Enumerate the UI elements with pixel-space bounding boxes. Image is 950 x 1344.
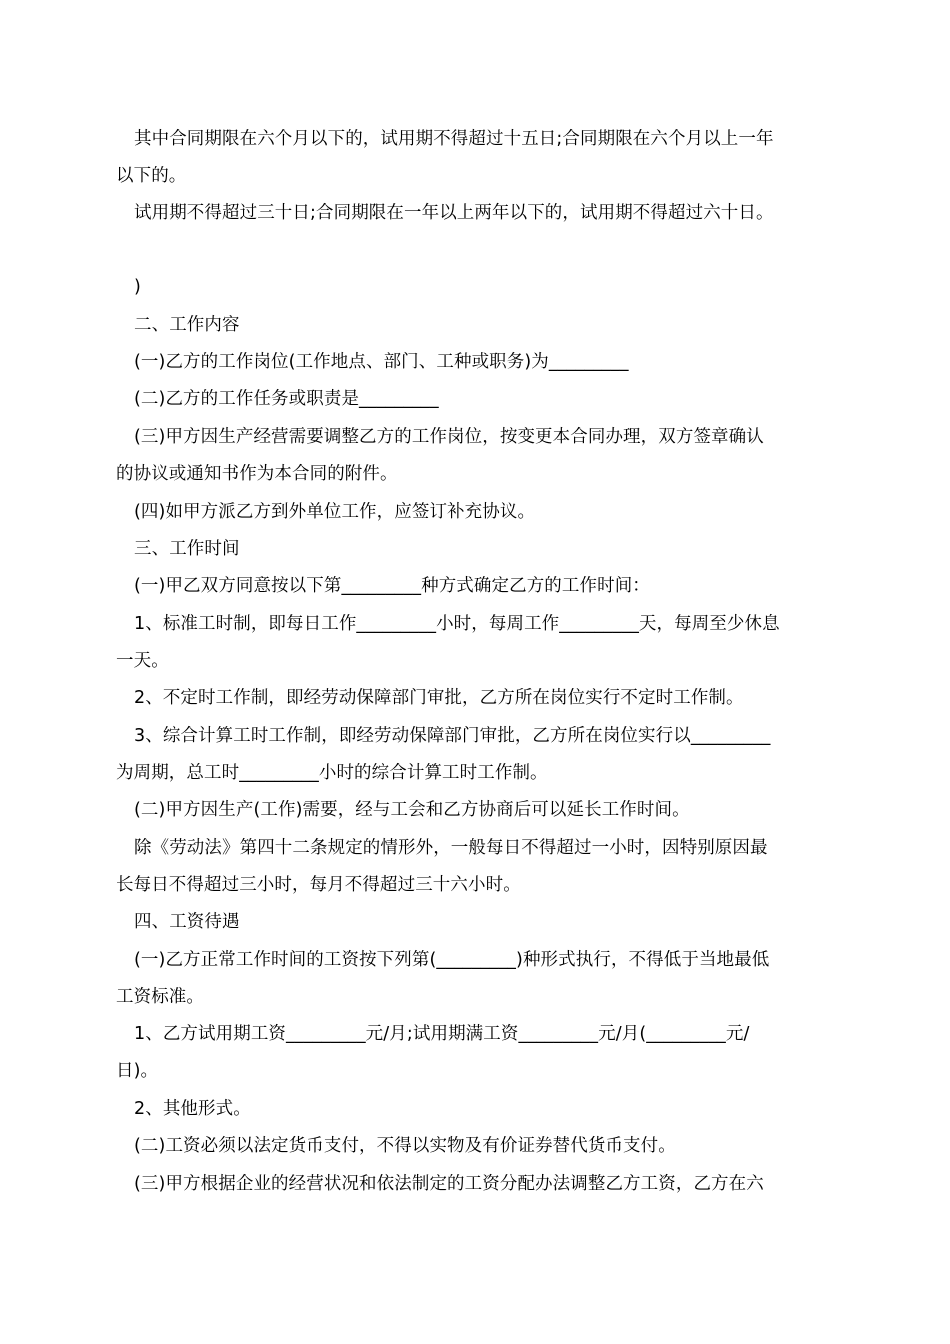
section-heading: 四、工资待遇 (134, 912, 240, 932)
paragraph-line: 日)。 (116, 1061, 159, 1081)
paragraph-line: 2、其他形式。 (134, 1099, 251, 1119)
paragraph-line: (二)乙方的工作任务或职责是_________ (134, 389, 439, 409)
paragraph-line: 其中合同期限在六个月以下的，试用期不得超过十五日;合同期限在六个月以上一年 (134, 129, 774, 149)
paragraph-line: ) (134, 277, 141, 297)
paragraph-line: 工资标准。 (116, 987, 204, 1007)
paragraph-line: 为周期，总工时_________小时的综合计算工时工作制。 (116, 763, 548, 783)
paragraph-line: 3、综合计算工时工作制，即经劳动保障部门审批，乙方所在岗位实行以_________ (134, 726, 771, 746)
paragraph-line: 1、标准工时制，即每日工作_________小时，每周工作_________天，每周至少休息 (134, 614, 780, 634)
paragraph-line: (一)乙方正常工作时间的工资按下列第(_________)种形式执行，不得低于当地最低 (134, 950, 770, 970)
section-heading: 三、工作时间 (134, 539, 240, 559)
paragraph-line: 除《劳动法》第四十二条规定的情形外，一般每日不得超过一小时，因特别原因最 (134, 838, 768, 858)
paragraph-line: (二)甲方因生产(工作)需要，经与工会和乙方协商后可以延长工作时间。 (134, 800, 690, 820)
paragraph-line: 的协议或通知书作为本合同的附件。 (116, 464, 398, 484)
paragraph-line: (二)工资必须以法定货币支付，不得以实物及有价证券替代货币支付。 (134, 1136, 676, 1156)
paragraph-line: (一)甲乙双方同意按以下第_________种方式确定乙方的工作时间： (134, 576, 650, 596)
paragraph-line: (四)如甲方派乙方到外单位工作，应签订补充协议。 (134, 502, 536, 522)
paragraph-line: (三)甲方因生产经营需要调整乙方的工作岗位，按变更本合同办理，双方签章确认 (134, 427, 764, 447)
paragraph-line: 试用期不得超过三十日;合同期限在一年以上两年以下的，试用期不得超过六十日。 (134, 203, 774, 223)
paragraph-line: 一天。 (116, 651, 169, 671)
paragraph-line: 1、乙方试用期工资_________元/月;试用期满工资_________元/月(_________元/ (134, 1024, 750, 1044)
paragraph-line: (三)甲方根据企业的经营状况和依法制定的工资分配办法调整乙方工资，乙方在六 (134, 1174, 764, 1194)
paragraph-line: 以下的。 (116, 166, 187, 186)
paragraph-line: 长每日不得超过三小时，每月不得超过三十六小时。 (116, 875, 521, 895)
paragraph-line: 2、不定时工作制，即经劳动保障部门审批，乙方所在岗位实行不定时工作制。 (134, 688, 744, 708)
paragraph-line: (一)乙方的工作岗位(工作地点、部门、工种或职务)为_________ (134, 352, 629, 372)
section-heading: 二、工作内容 (134, 315, 240, 335)
